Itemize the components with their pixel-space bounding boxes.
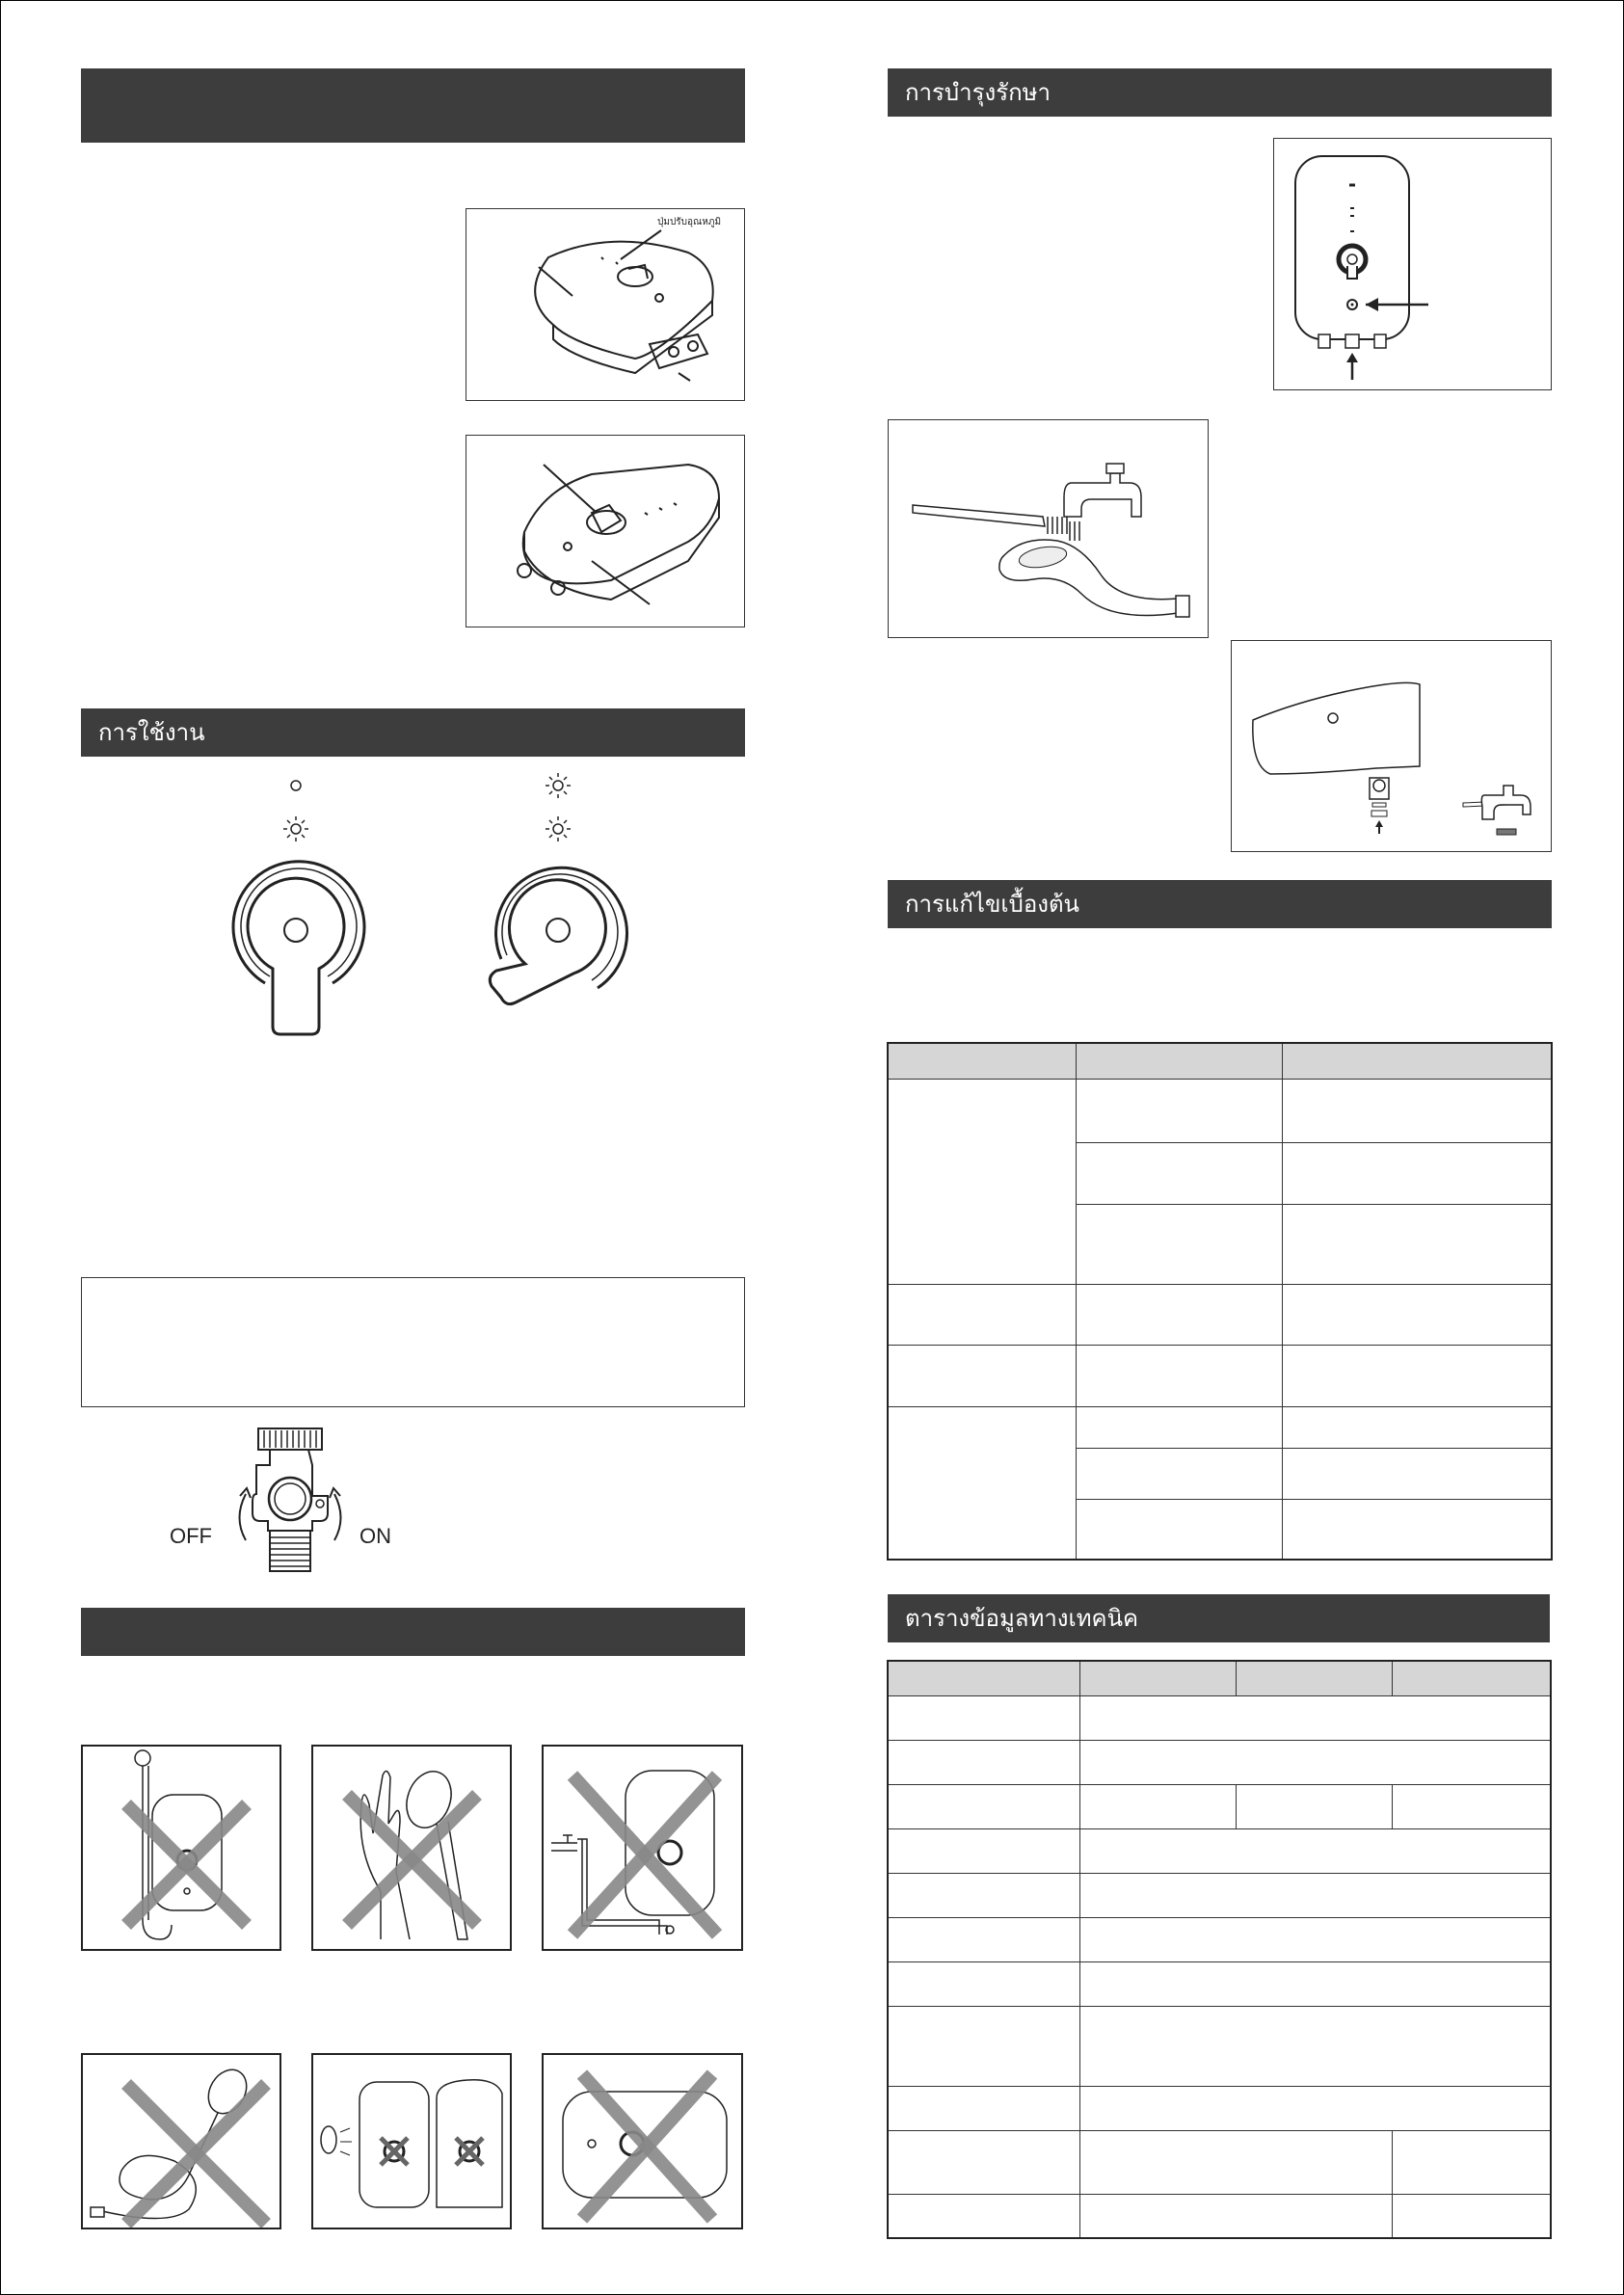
section-header-technical-data	[888, 1594, 1550, 1642]
section-header-installation	[81, 68, 745, 143]
table-cell	[888, 2006, 1079, 2086]
table-cell	[888, 1284, 1076, 1345]
table-header-cell	[888, 1661, 1079, 1695]
warning-panel-2	[311, 1745, 512, 1951]
table-cell	[1282, 1204, 1552, 1284]
table-cell	[888, 1873, 1079, 1917]
table-cell	[1079, 1961, 1551, 2006]
table-header-cell	[1282, 1043, 1552, 1079]
table-cell	[888, 2130, 1079, 2194]
table-cell	[1392, 2130, 1551, 2194]
section-header-warnings	[81, 1608, 745, 1656]
table-cell	[1282, 1499, 1552, 1560]
table-cell	[1076, 1284, 1282, 1345]
table-header-cell	[1392, 1661, 1551, 1695]
table-cell	[1282, 1284, 1552, 1345]
table-cell	[1076, 1448, 1282, 1499]
table-cell	[1076, 1499, 1282, 1560]
installation-figure-2	[466, 435, 745, 627]
table-cell	[1076, 1345, 1282, 1406]
table-cell	[1282, 1345, 1552, 1406]
knob-diagrams	[193, 766, 636, 1041]
knob-on-position	[490, 867, 626, 1003]
table-header-cell	[1079, 1661, 1236, 1695]
note-box	[81, 1277, 745, 1407]
warning-panel-1	[81, 1745, 281, 1951]
table-cell	[1392, 2194, 1551, 2238]
table-cell	[1079, 2086, 1551, 2130]
valve-on-label: ON	[359, 1524, 391, 1548]
table-cell	[1076, 1142, 1282, 1204]
table-cell	[888, 1406, 1076, 1560]
table-cell	[1079, 1917, 1551, 1961]
table-cell	[1079, 1695, 1551, 1740]
table-cell	[1282, 1406, 1552, 1448]
table-cell	[1282, 1448, 1552, 1499]
table-cell	[888, 1345, 1076, 1406]
temperature-knob-label: ปุ่มปรับอุณหภูมิ	[657, 217, 722, 227]
installation-figure-1	[466, 208, 745, 401]
table-cell	[888, 1828, 1079, 1873]
table-header-cell	[1236, 1661, 1392, 1695]
table-cell	[1079, 2006, 1551, 2086]
table-cell	[1079, 1828, 1551, 1873]
table-cell	[888, 2086, 1079, 2130]
table-header-cell	[1076, 1043, 1282, 1079]
table-cell	[1079, 2130, 1392, 2194]
indicator-off-icon	[291, 781, 301, 790]
table-cell	[888, 2194, 1079, 2238]
table-cell	[888, 1961, 1079, 2006]
table-cell	[888, 1784, 1079, 1828]
table-cell	[1079, 2194, 1392, 2238]
table-cell	[1076, 1079, 1282, 1142]
table-cell	[1079, 1784, 1236, 1828]
table-header-cell	[888, 1043, 1076, 1079]
indicator-on-icon	[283, 816, 308, 841]
maintenance-figure-filter	[1231, 640, 1552, 852]
section-title-maintenance: การบำรุงรักษา	[905, 79, 1051, 106]
maintenance-figure-heater	[1273, 138, 1552, 390]
section-header-troubleshooting	[888, 880, 1552, 928]
table-cell	[1076, 1406, 1282, 1448]
table-cell	[1282, 1142, 1552, 1204]
table-cell	[888, 1917, 1079, 1961]
section-title-usage: การใช้งาน	[98, 719, 205, 746]
warning-panel-4	[81, 2053, 281, 2229]
table-cell	[1282, 1079, 1552, 1142]
warning-panel-5	[311, 2053, 512, 2229]
section-header-maintenance	[888, 68, 1552, 117]
section-title-troubleshooting: การแก้ไขเบื้องต้น	[905, 891, 1079, 918]
indicator-on-icon	[546, 816, 571, 841]
table-cell	[888, 1079, 1076, 1284]
valve-off-label: OFF	[170, 1524, 212, 1548]
table-cell	[1079, 1873, 1551, 1917]
table-cell	[1392, 1784, 1551, 1828]
warning-panel-6	[542, 2053, 743, 2229]
section-header-usage	[81, 708, 745, 757]
table-cell	[1076, 1204, 1282, 1284]
maintenance-figure-showerhead	[888, 419, 1209, 638]
table-cell	[1079, 1740, 1551, 1784]
table-cell	[1236, 1784, 1392, 1828]
table-cell	[888, 1740, 1079, 1784]
valve-diagram	[164, 1427, 414, 1581]
troubleshooting-table	[887, 1042, 1553, 1561]
warning-panel-3	[542, 1745, 743, 1951]
indicator-on-icon	[546, 773, 571, 798]
table-cell	[888, 1695, 1079, 1740]
technical-data-table	[887, 1660, 1552, 2239]
knob-off-position	[233, 862, 364, 1034]
section-title-technical-data: ตารางข้อมูลทางเทคนิค	[905, 1605, 1139, 1632]
